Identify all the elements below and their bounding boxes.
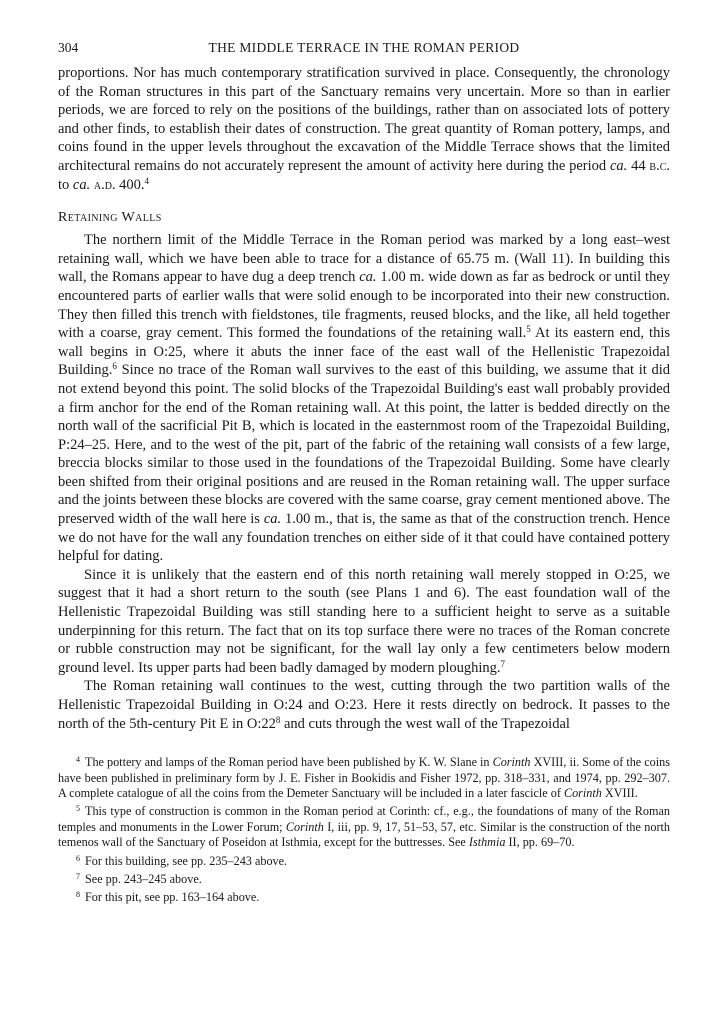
body-paragraph-3: The Roman retaining wall continues to the west, cutting through the two partition walls of the Hellenistic Trapezoidal Building in O:24 and O:23. Here it rests directly on bedrock. It passes to the north of the 5th-century Pit E in $O:22^8$ and cuts through the west wall of the Trapezoidal <box>58 678 670 732</box>
page <box>58 40 670 909</box>
footnote-8: $^8$ For this pit, see pp. 163–164 above. <box>76 890 260 905</box>
footnote-6: $^6$ For this building, see pp. 235–243 above. <box>76 853 288 868</box>
footnote-ref-8[interactable]: 8 <box>275 714 281 725</box>
footnotes <box>58 755 670 906</box>
footnote-ref-5[interactable]: 5 <box>526 324 531 335</box>
body-paragraph-2: Since it is unlikely that the eastern end of this north retaining wall merely stopped in O:25, we suggest that it had a short return to the south (see Plans 1 and 6). The east foundation wall of the Hellenistic Trapezoidal Building was still standing here to a sufficient height to serve as a suitable underpinning for this return. The fact that on its top surface there were no traces of the Roman concrete or rubble construction may not be significant, for the wall lay only a few centimeters below modern ground level. Its upper parts had been badly damaged by modern ploughing.$^7$ <box>58 566 670 676</box>
running-head: THE MIDDLE TERRACE IN THE ROMAN PERIOD <box>208 40 520 55</box>
footnote-ref-6[interactable]: 6 <box>112 361 117 372</box>
page-number: 304 <box>58 40 79 55</box>
footnote-7: $^7$ See pp. 243–245 above. <box>76 872 202 887</box>
body-paragraph-1: The northern limit of the Middle Terrace in the Roman period was marked by a long east–west retaining wall, which we have been able to trace for a distance of 65.75 m. (Wall 11). In building this wall, the Romans appear to have dug a deep trench ca. 1.00 m. wide down as far as bedrock or until they encountered parts of earlier walls that were solid enough to be incorporated into their new construction. They then filled this trench with fieldstones, tile fragments, reused blocks, and the like, all held together with a coarse, gray cement. This formed the foundations of the retaining wall.$^5$ At its eastern end, this wall begins in O:25, where it abuts the inner face of the east wall of the Hellenistic Trapezoidal Building.$^6$ Since no trace of the Roman wall survives to the east of this building, we assume that it did not extend beyond this point. The solid blocks of the Trapezoidal Building's east wall probably provided a firm anchor for the end of the Roman retaining wall. At this point, the latter is bedded directly on the north wall of the sacrificial Pit B, which is located in the easternmost room of the Trapezoidal Building, P:24–25. Here, and to the west of the pit, part of the fabric of the retaining wall consists of a few large, breccia blocks similar to those used in the foundations of the Trapezoidal Building. Some have clearly been shifted from their original positions and are reused in the Roman retaining wall. The upper surface and the joints between these blocks are covered with the same coarse, gray cement mentioned above. The preserved width of the wall here is ca. 1.00 m., that is, the same as that of the construction trench. Hence we do not have for the wall any foundation trenches on either side of it that could have contained pottery helpful for dating. <box>58 232 671 565</box>
intro-paragraph: proportions. Nor has much contemporary stratification survived in place. Consequently, the chronology of the Roman structures in this part of the Sanctuary remains very uncertain. More so than in earlier periods, we are forced to rely on the positions of the buildings, rather than on associated lots of pottery and other finds, to establish their dates of construction. The great quantity of Roman pottery, lamps, and coins found in the upper levels throughout the excavation of the Middle Terrace shows that the limited architectural remains do not accurately represent the amount of activity here during the period ca. 44 b.c. to ca. a.d. 400.$^4$ <box>58 65 671 193</box>
footnote-4: $^4$ The pottery and lamps of the Roman period have been published by K. W. Slane in Corinth XVIII, ii. Some of the coins have been published in preliminary form by J. E. Fisher in Bookidis and Fisher 1972, pp. 318–331, and 1974, pp. 292–307. A complete catalogue of all the coins from the Demeter Sanctuary will be included in a later fascicle of Corinth XVIII. <box>58 755 670 800</box>
page-header <box>58 40 670 64</box>
section-heading-retaining-walls: Retaining Walls <box>58 210 162 226</box>
footnote-ref-4[interactable]: 4 <box>144 175 150 186</box>
footnote-5: $^5$ This type of construction is common in the Roman period at Corinth: cf., e.g., the foundations of many of the Roman temples and monuments in the Lower Forum; Corinth I, iii, pp. 9, 17, 51–53, 57, etc. Similar is the construction of the north temenos wall of the Sanctuary of Poseidon at Isthmia, except for the buttresses. See Isthmia II, pp. 69–70. <box>58 804 670 850</box>
footnote-ref-7[interactable]: 7 <box>500 658 506 669</box>
